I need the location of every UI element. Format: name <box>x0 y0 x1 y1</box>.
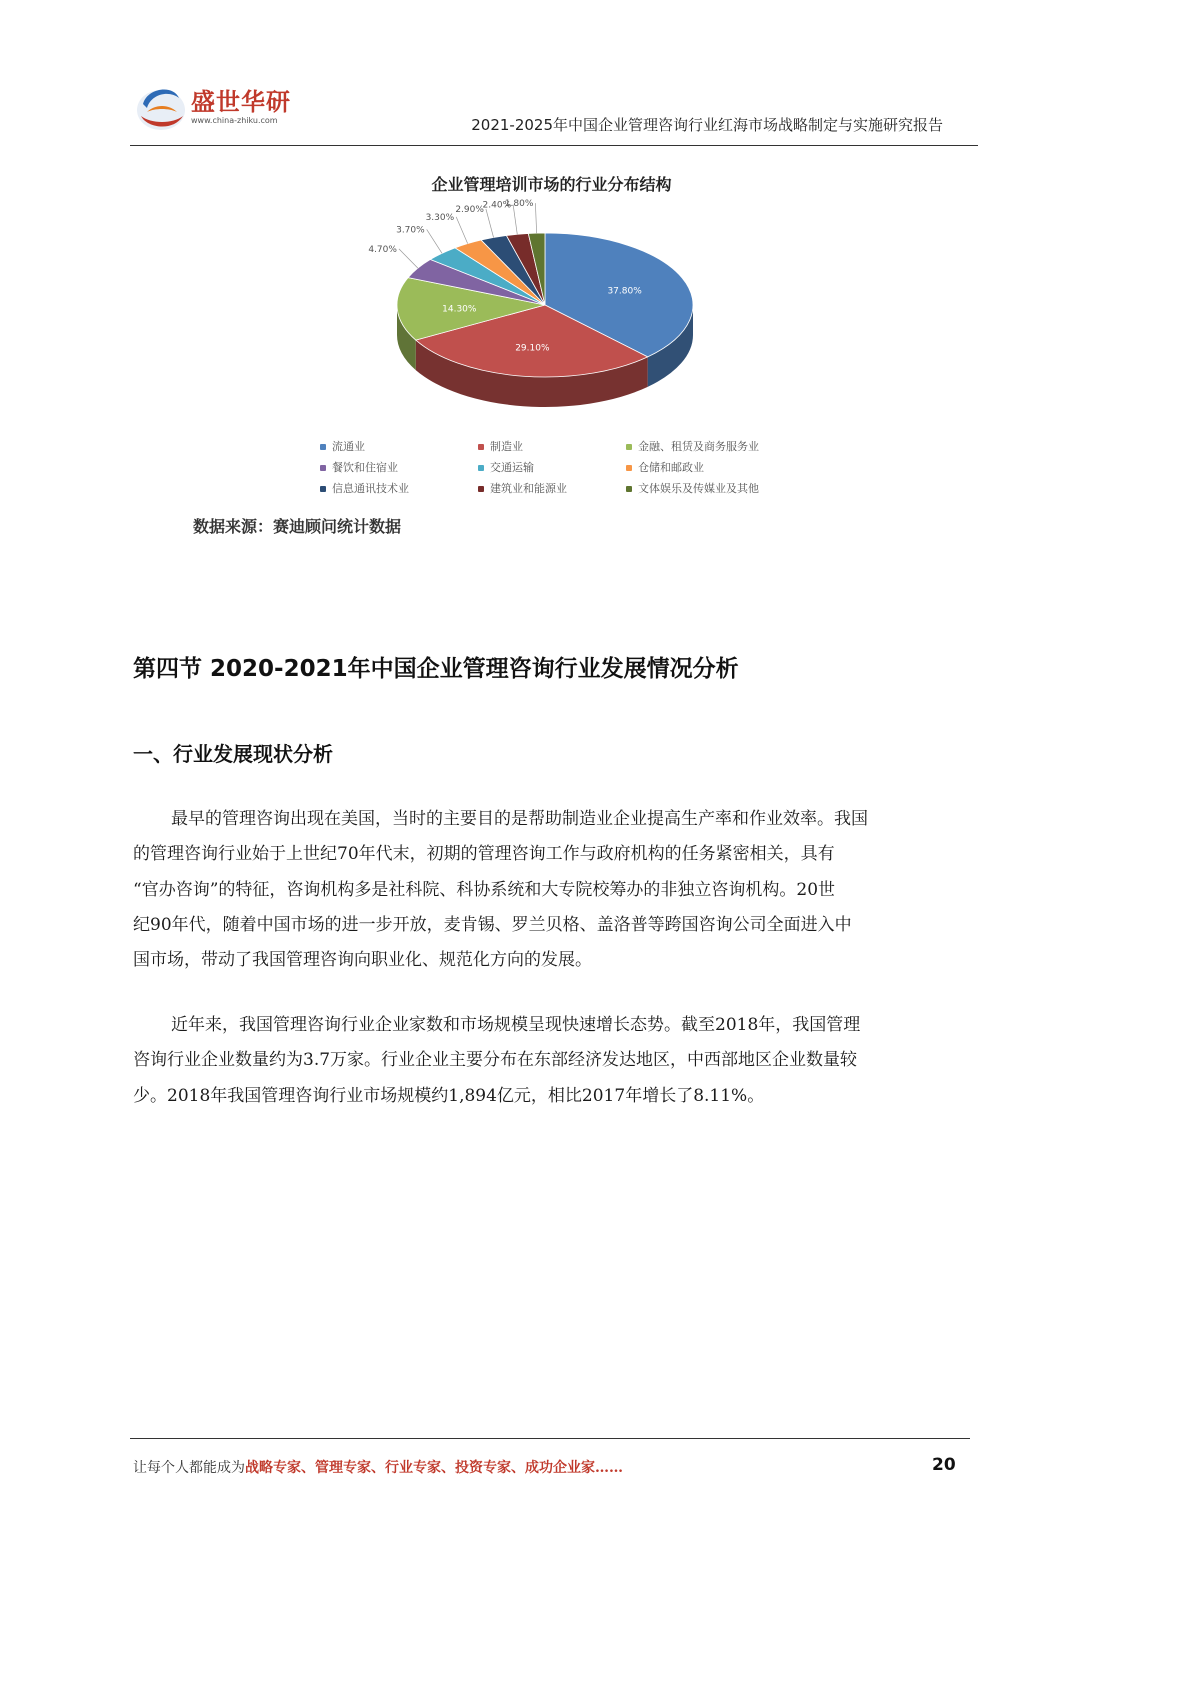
leader-line <box>486 209 494 238</box>
paragraph-line: 咨询行业企业数量约为3.7万家。行业企业主要分布在东部经济发达地区，中西部地区企业数量较 <box>133 1050 858 1071</box>
footer-slogan-prefix: 让每个人都能成为 <box>133 1460 245 1476</box>
logo-text: 盛世华研 <box>191 88 291 116</box>
pie-data-label: 3.30% <box>425 212 455 223</box>
paragraph-line: 少。2018年我国管理咨询行业市场规模约1,894亿元，相比2017年增长了8.11%。 <box>133 1085 765 1106</box>
leader-line <box>399 249 418 268</box>
legend-label: 流通业 <box>332 440 365 453</box>
section-title: 第四节 2020-2021年中国企业管理咨询行业发展情况分析 <box>133 656 739 682</box>
pie-data-label: 14.30% <box>442 304 477 315</box>
legend-label: 制造业 <box>490 440 523 453</box>
legend-label: 文体娱乐及传媒业及其他 <box>638 482 759 495</box>
legend-item <box>626 438 759 454</box>
legend-label: 信息通讯技术业 <box>332 482 409 495</box>
paragraph-line: 最早的管理咨询出现在美国，当时的主要目的是帮助制造业企业提高生产率和作业效率。我国 <box>171 809 868 829</box>
legend-swatch <box>320 486 326 492</box>
legend-item <box>626 459 704 475</box>
footer-slogan <box>133 1457 623 1477</box>
pie-chart <box>300 199 770 440</box>
footer-divider <box>130 1438 970 1439</box>
subsection-title: 一、行业发展现状分析 <box>133 742 333 766</box>
chart-source-note: 数据来源：赛迪顾问统计数据 <box>193 517 402 536</box>
legend-swatch <box>320 465 326 471</box>
paragraph-line: 国市场，带动了我国管理咨询向职业化、规范化方向的发展。 <box>133 950 592 971</box>
legend-item <box>478 438 523 454</box>
paragraph-1 <box>133 802 973 978</box>
pie-data-label: 2.90% <box>455 204 484 215</box>
pie-data-label: 29.10% <box>515 343 550 354</box>
legend-swatch <box>626 465 632 471</box>
legend-label: 仓储和邮政业 <box>638 461 704 474</box>
paragraph-2 <box>133 1008 973 1114</box>
legend-swatch <box>478 465 484 471</box>
legend-item <box>320 480 409 496</box>
page-number: 20 <box>932 1455 956 1475</box>
legend-label: 交通运输 <box>490 461 534 474</box>
leader-line <box>456 217 467 244</box>
legend-swatch <box>626 444 632 450</box>
logo-mark-icon <box>133 78 189 136</box>
legend-item <box>626 480 759 496</box>
pie-data-label: 2.40% <box>482 200 512 211</box>
legend-swatch <box>478 444 484 450</box>
pie-data-label: 3.70% <box>396 225 425 236</box>
paragraph-line: 纪90年代，随着中国市场的进一步开放，麦肯锡、罗兰贝格、盖洛普等跨国咨询公司全面进入中 <box>133 914 852 935</box>
pie-data-label: 37.80% <box>607 286 642 297</box>
paragraph-line: “官办咨询”的特征，咨询机构多是社科院、科协系统和大专院校筹办的非独立咨询机构。20世 <box>133 879 836 900</box>
legend-label: 建筑业和能源业 <box>490 482 567 495</box>
paragraph-line: 的管理咨询行业始于上世纪70年代末，初期的管理咨询工作与政府机构的任务紧密相关，具有 <box>133 844 835 865</box>
legend-label: 金融、租赁及商务服务业 <box>638 440 759 453</box>
company-logo <box>133 78 313 136</box>
report-title: 2021-2025年中国企业管理咨询行业红海市场战略制定与实施研究报告 <box>471 116 943 134</box>
pie-data-label: 4.70% <box>368 244 397 255</box>
legend-swatch <box>320 444 326 450</box>
legend-item <box>320 459 398 475</box>
logo-url: www.china-zhiku.com <box>191 116 278 125</box>
legend-item <box>320 438 365 454</box>
legend-swatch <box>626 486 632 492</box>
legend-label: 餐饮和住宿业 <box>332 461 398 474</box>
footer-slogan-highlight: 战略专家、管理专家、行业专家、投资专家、成功企业家…… <box>245 1460 623 1476</box>
legend-item <box>478 480 567 496</box>
leader-line <box>535 203 536 233</box>
chart-title: 企业管理培训市场的行业分布结构 <box>431 175 672 194</box>
legend-swatch <box>478 486 484 492</box>
pie-data-label: 1.80% <box>504 199 534 210</box>
leader-line <box>427 229 442 253</box>
paragraph-line: 近年来，我国管理咨询行业企业家数和市场规模呈现快速增长态势。截至2018年，我国管理 <box>171 1015 861 1035</box>
legend-item <box>478 459 534 475</box>
header-divider <box>130 145 978 146</box>
